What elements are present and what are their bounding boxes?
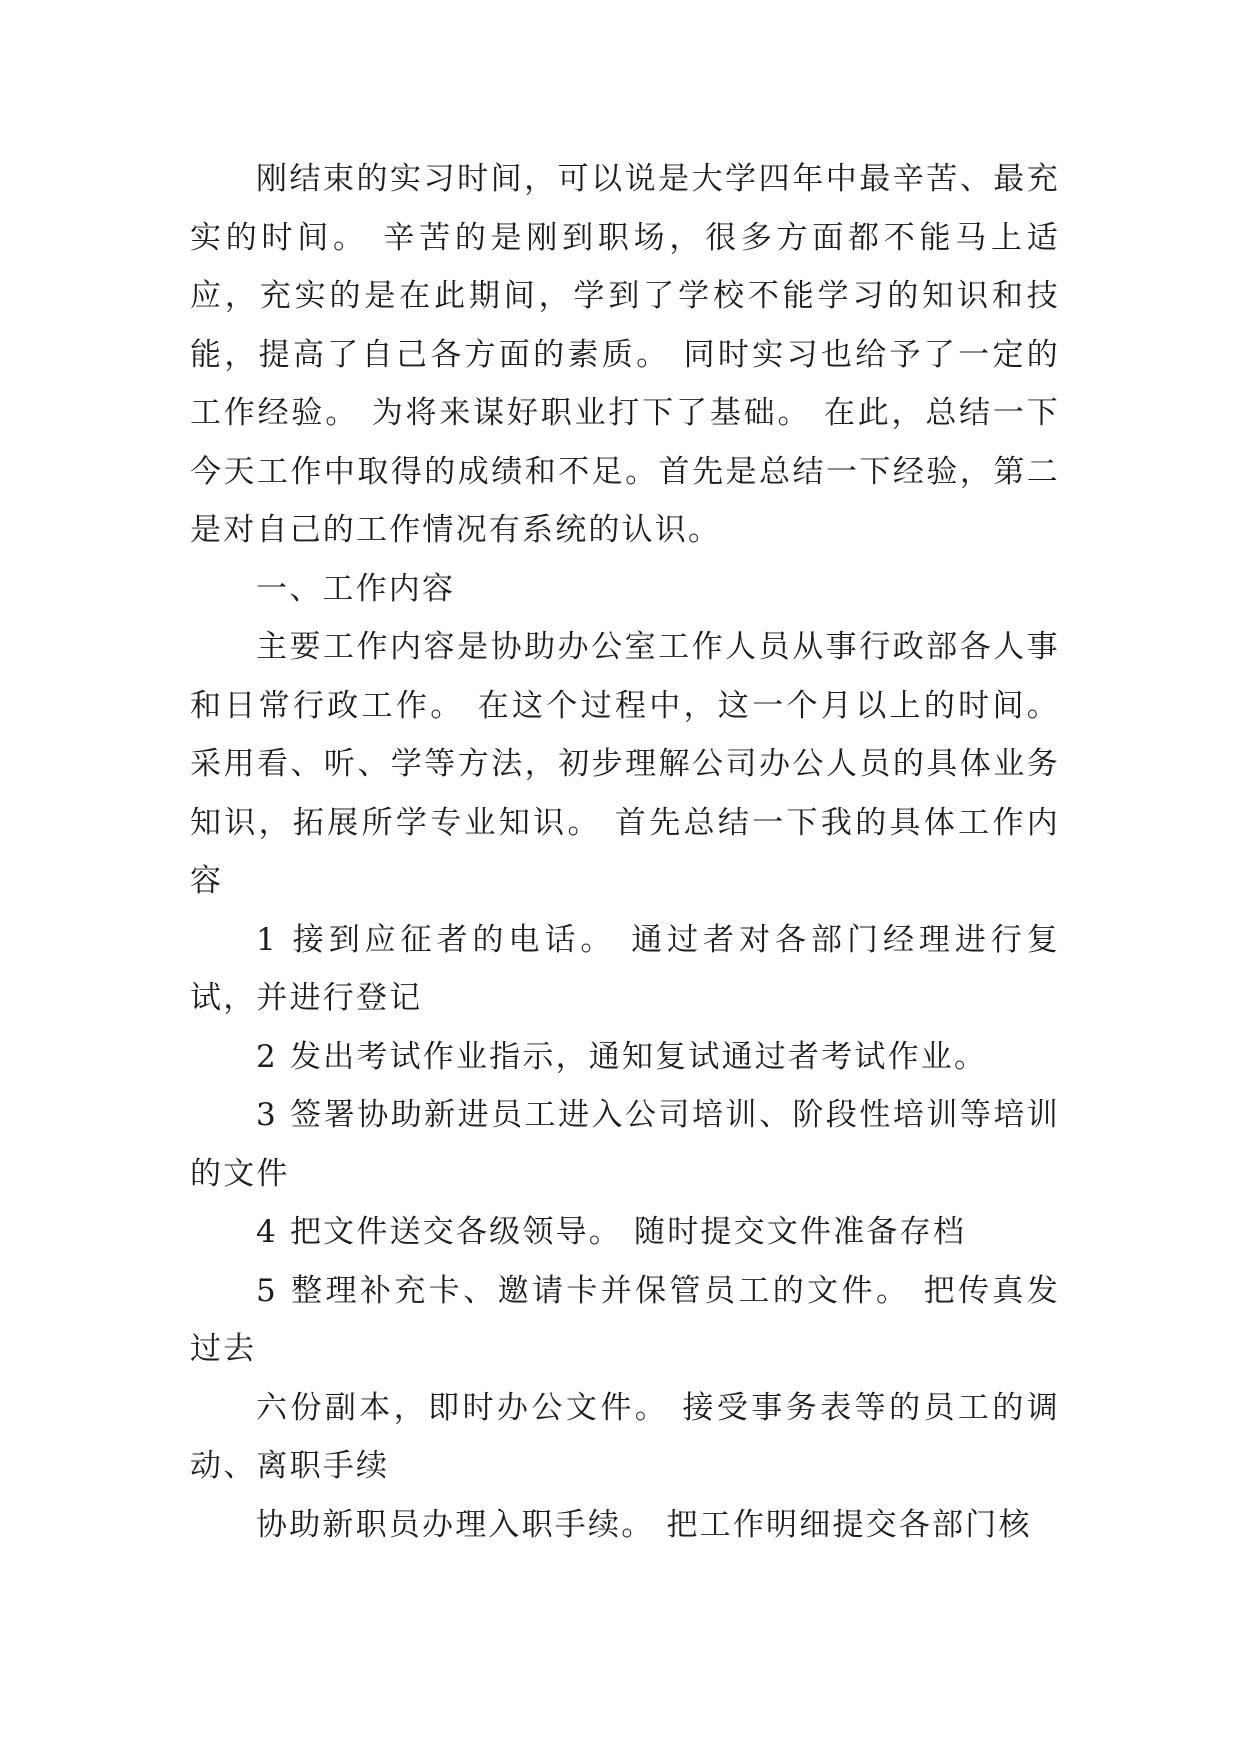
paragraph-main-work: 主要工作内容是协助办公室工作人员从事行政部各人事和日常行政工作。 在这个过程中，这一个月以上的时间。采用看、听、学等方法，初步理解公司办公人员的具体业务知识，拓展所学专业知识。 首先总结一下我的具体工作内容 (190, 629, 1060, 899)
list-item-2: 2 发出考试作业指示，通知复试通过者考试作业。 (256, 1038, 988, 1075)
list-item-4: 4 把文件送交各级领导。 随时提交文件准备存档 (256, 1214, 967, 1250)
paragraph-onboarding: 协助新职员办理入职手续。 把工作明细提交各部门核 (256, 1506, 1032, 1543)
paragraph-intro: 刚结束的实习时间，可以说是大学四年中最辛苦、最充实的时间。 辛苦的是刚到职场，很多方面都不能马上适应，充实的是在此期间，学到了学校不能学习的知识和技能，提高了自己各方面的素质。 同时实习也给予了一定的工作经验。 为将来谋好职业打下了基础。 在此，总结一下今天工作中取得的成绩和不足。首先是总结一下经验，第二是对自己的工作情况有系统的认识。 (190, 161, 1060, 548)
list-item-3: 3 签署协助新进员工进入公司培训、阶段性培训等培训的文件 (190, 1097, 1060, 1192)
paragraph-copies: 六份副本，即时办公文件。 接受事务表等的员工的调动、离职手续 (190, 1389, 1060, 1484)
document-body (190, 150, 1060, 1554)
list-item-1: 1 接到应征者的电话。 通过者对各部门经理进行复试，并进行登记 (190, 921, 1060, 1016)
list-item-5: 5 整理补充卡、邀请卡并保管员工的文件。 把传真发过去 (190, 1272, 1060, 1367)
section-heading-work-content: 一、工作内容 (256, 570, 456, 607)
